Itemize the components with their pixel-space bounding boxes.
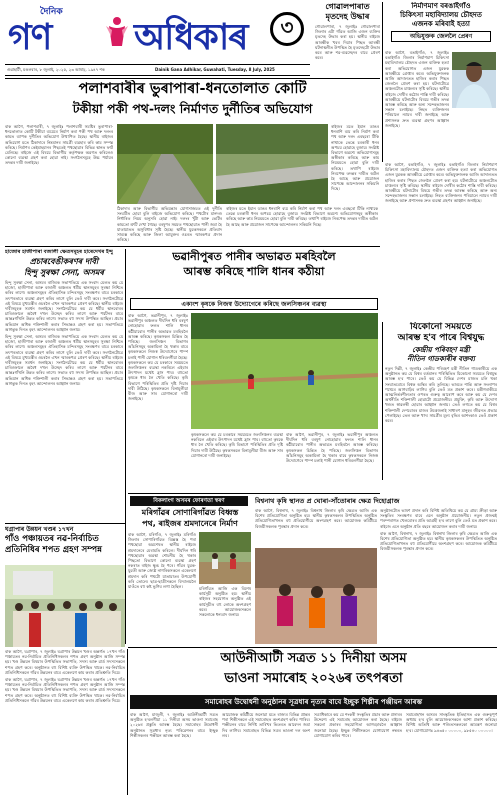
gadkari-headline-1: যিকোনো সময়তে	[410, 322, 472, 332]
dateline-rule-top	[5, 64, 310, 65]
water-headline-2: আৰম্ভ কৰিছে শালি ধানৰ কঠীয়া	[183, 265, 325, 278]
lead-bridge-photo	[216, 124, 328, 204]
top-brief	[315, 2, 380, 76]
gadkari-body: নতুন দিল্লী, ৭ জুলাইঃ কেন্দ্ৰীয় পৰিবহণ মন্ত্ৰী নীতিন গাডকাৰীয়ে এক অনুষ্ঠানত কয় যে বিশ্বৰ বৰ্তমানৰ পৰিস্থিতিত যিকোনো সময়তে বিশ্বযুদ্ধ আৰম্ভ হ'ব পাৰে। তেওঁ কয় যে বিভিন্ন দেশৰ মাজত চলি থকা সংঘাতবোৰে বিশ্বক অস্থিৰ কৰি তুলিছে। ভাৰতে শান্তি আৰু সংলাপৰ পথেৰে আগবাঢ়িব লাগিব বুলি তেওঁ মত প্ৰকাশ কৰে। মন্ত্ৰীগৰাকীয়ে আত্মনিৰ্ভৰশীলতাৰ ওপৰত গুৰুত্ব আৰোপ কৰে আৰু কয় যে দেশৰ অৰ্থনীতি শক্তিশালী হোৱাটো প্ৰয়োজনীয়। প্ৰযুক্তি, কৃষি আৰু উদ্যোগ খণ্ডত স্বাৱলম্বী হোৱাৰ আহ্বান জনায়। তেওঁ লগতে কয় যে বিশ্বৰ শক্তিশালী দেশবোৰৰ মাজৰ উত্তেজনাই সাধাৰণ মানুহৰ জীৱনত প্ৰভাৱ পেলাইছে। তেল আৰু খাদ্য সামগ্ৰীৰ মূল্য বৃদ্ধিৰ আশংকাও তেওঁ প্ৰকাশ কৰে।	[385, 366, 497, 424]
road-body-cont	[199, 586, 251, 644]
bhaona-col-1	[130, 712, 218, 795]
road-headline-1: মৰিগাঁৱৰ সোণাৰিগাঁৱত বিধ্বস্ত	[141, 508, 239, 517]
lead-body-1: বাক আগৈ, পলাশবাৰী, ৭ জুলাইঃ পলাশবাৰী সমষ্টিৰ ভুৰাপাৰা-ধনতোলাত কোটি টকীয়া ব্যয়েৰে নিৰ্মাণ কৰা পকী পথ আৰু দলংৰ কামত ব্যাপক দুৰ্নীতিৰ অভিযোগ উত্থাপিত হৈছে। স্থানীয় ৰাইজৰ অভিযোগ মতে ঠিকাদাৰে নিম্নমানৰ সামগ্ৰী ব্যৱহাৰ কৰি কাম সম্পন্ন কৰিছে। নিৰ্মাণৰ কেইমাহমানৰ পিছতেই পথছোৱাৰ বিভিন্ন স্থানত ফাট মেলিছে। ৰাইজে এই বিষয়ে বিভাগীয় কৰ্তৃপক্ষক অৱগত কৰিলেও কোনো ব্যৱস্থা গ্ৰহণ কৰা হোৱা নাই। সংগঠনসমূহে উচ্চ পৰ্যায়ৰ তদন্তৰ দাবী জনাইছে।	[5, 124, 113, 166]
water-col-3	[286, 432, 378, 492]
student-body: বাক আগৈ, বঙাইগাঁও, ৭ জুলাইঃ বঙাইগাঁও জিলাৰ নিৰ্মাণমাণ চিকিৎসা মহাবিদ্যালয় চৌহদত এজন ব্যক্তিক হত্যা কৰা অভিযোগত এজন যুৱকক আৰক্ষীয়ে গ্ৰেপ্তাৰ কৰে। অভিযুক্তজনক আজি আদালতত হাজিৰ কৰাৰ পিছত জেললৈ প্ৰেৰণ কৰা হয়। ঘটনাটোৱে অঞ্চলটোত চাঞ্চল্যৰ সৃষ্টি কৰিছে। স্থানীয় ৰাইজে দোষীৰ কঠোৰ শাস্তি দাবী কৰিছে। আৰক্ষীয়ে ঘটনাটোৰ বিষয়ে গভীৰ তদন্ত আৰম্ভ কৰিছে আৰু অন্য সন্দেহভাজনৰ সন্ধান চলাইছে। নিহত ব্যক্তিজনৰ পৰিয়ালে ন্যায়ৰ দাবী জনাইছে আৰু প্ৰশাসনক দ্ৰুত ব্যৱস্থা গ্ৰহণৰ আহ্বান জনাইছে।	[385, 50, 449, 128]
water-col-2	[191, 432, 283, 492]
panchayat-headline-2: প্ৰতিনিধিৰ শপত গ্ৰহণ সম্পন্ন	[5, 545, 102, 555]
dateline	[5, 66, 310, 74]
water-body-1: বাক আগৈ, ভৱানীপুৰ, ৭ জুলাইঃ ভৱানীপুৰ অঞ্চলত দীৰ্ঘদিন ধৰি বৰষুণ নোহোৱাৰ ফলত শালি ধানৰ কঠীয়াবোৰ পানীৰ অভাৱত মৰহিবলৈ আৰম্ভ কৰিছে। কৃষকসকল চিন্তিত হৈ পৰিছে। জলসিঞ্চন বিভাগৰ আঁচনিসমূহ অকামিলা হৈ থকাৰ বাবে কৃষকসকলে নিজস্ব উদ্যোগেৰে পাম্প চলাই পানী যোগান ধৰিবলগীয়া হৈছে।	[128, 313, 188, 360]
market-body-2: অনুষ্ঠানটোত ভাষণ প্ৰদান কৰি বিশিষ্ট অতিথিয়ে কয় যে গ্ৰাম্য ক্ৰীড়া আৰু সংস্কৃতিৰ সংৰক্ষণৰ বাবে এনে অনুষ্ঠান প্ৰয়োজনীয়। নতুন প্ৰজন্মই পৰম্পৰাগত খেলবোৰৰ প্ৰতি আগ্ৰহী হ'ব লাগে বুলি তেওঁ মত প্ৰকাশ কৰে। ৰাইজে এনে অনুষ্ঠান প্ৰতি বছৰে আয়োজন কৰাৰ দাবী জনায়।	[380, 508, 497, 529]
panchayat-story-headline	[5, 525, 125, 563]
hindu-sena-headline-2: হিন্দু সুৰক্ষা সেনা, অসমৰ	[24, 268, 104, 277]
student-body-cont: বাক আগৈ, বঙাইগাঁও, ৭ জুলাইঃ বঙাইগাঁও জিলাৰ নিৰ্মাণমাণ চিকিৎসা মহাবিদ্যালয় চৌহদত এজন ব্যক্তিক হত্যা কৰা অভিযোগত এজন যুৱকক আৰক্ষীয়ে গ্ৰেপ্তাৰ কৰে। অভিযুক্তজনক আজি আদালতত হাজিৰ কৰাৰ পিছত জেললৈ প্ৰেৰণ কৰা হয়। ঘটনাটোৱে অঞ্চলটোত চাঞ্চল্যৰ সৃষ্টি কৰিছে। স্থানীয় ৰাইজে দোষীৰ কঠোৰ শাস্তি দাবী কৰিছে। আৰক্ষীয়ে ঘটনাটোৰ বিষয়ে গভীৰ তদন্ত আৰম্ভ কৰিছে আৰু অন্য সন্দেহভাজনৰ সন্ধান চলাইছে। নিহত ব্যক্তিজনৰ পৰিয়ালে ন্যায়ৰ দাবী জনাইছে আৰু প্ৰশাসনক দ্ৰুত ব্যৱস্থা গ্ৰহণৰ আহ্বান জনাইছে।	[385, 162, 497, 204]
panchayat-kicker: ঘগ্ৰাপাৰ উন্নয়ন খণ্ডৰ ১৭খন	[5, 526, 74, 533]
water-body-2: কৃষকসকলে কয় যে চৰকাৰে সময়মতে জলসিঞ্চনৰ ব্যৱস্থা নকৰিলে এইবাৰ উৎপাদন যথেষ্ট হ্ৰাস পাব। বহুতো কৃষকে ধাৰ লৈ খেতি কৰিছে। কৃষি বিভাগে পৰিস্থিতিৰ প্ৰতি দৃষ্টি দিয়াৰ দাবী উঠিছে। কৃষকসকলে বিনামূলীয়া বীজ আৰু সাৰ যোগানৰো দাবী জনাইছে।	[191, 432, 283, 458]
market-body-2-cont: বাক আগৈ, বিশ্বনাথ, ৭ জুলাইঃ বিশ্বনাথ জিলাৰ কৃষি ক্ষেত্ৰত আজি এক বিশেষ প্ৰতিযোগিতা অনুষ্ঠিত হয়। স্থানীয় কৃষকসকলৰ উপস্থিতিত অনুষ্ঠিত প্ৰতিযোগিতাখনত বহু প্ৰতিযোগীয়ে অংশগ্ৰহণ কৰে। আয়োজক কমিটীয়ে বিজয়ীসকলক পুৰস্কাৰ প্ৰদান কৰে।	[380, 530, 497, 552]
student-headline-1: নিৰ্মাণমাণ বৰঙাইগাঁও	[411, 2, 471, 10]
lead-col-4	[331, 124, 379, 206]
bhaona-headline-2: ভাওনা সমাৰোহ ২০২৬ৰ তৎপৰতা	[224, 671, 403, 686]
panchayat-rule	[5, 523, 125, 524]
top-brief-headline-2: মৃতদেহ উদ্ধাৰ	[325, 12, 370, 21]
masthead-title-left: গণ	[8, 17, 52, 58]
camp-label: বিকলাংগ অসমৰ ফোৰণতা স্বৰণ	[130, 496, 248, 506]
top-brief-headline-1: গোৱালপাৰাত	[325, 2, 370, 11]
gadkari-subhead-1: কেন্দ্ৰীয় পৰিবহণ মন্ত্ৰী	[412, 346, 470, 354]
student-headline-2: চিকিৎসা মহাবিদ্যালয় চৌহদত	[400, 11, 482, 19]
lead-road-photo	[117, 124, 213, 204]
bhaona-headline	[130, 649, 497, 693]
lead-col-3	[226, 206, 378, 246]
panchayat-group-photo	[5, 565, 125, 647]
market-photo	[255, 548, 377, 644]
water-headline-1: ভৱানীপুৰত পানীৰ অভাৱত মৰহিবলৈ	[172, 250, 336, 263]
hindu-sena-body: হিন্দু সুৰক্ষা সেনা, অসমৰ ৰাজ্যিক সভাপতিয়ে এক সংবাদ মেলত কয় যে হাজো, হাজীপাৰা আৰু বজালী অঞ্চলত ধৰ্মীয় স্থানসমূহৰ সুৰক্ষা নিশ্চিত কৰিব লাগে। অঞ্চলসমূহৰ ঐতিহাসিক মন্দিৰসমূহ সংৰক্ষণৰ বাবে চৰকাৰে তৎপৰতাৰে ব্যৱস্থা গ্ৰহণ কৰিব লাগে বুলি তেওঁ দাবী কৰে। সংগঠনটোৱে এই বিষয়ে মুখ্যমন্ত্ৰীৰ ওচৰলৈ এখন স্মাৰকপত্ৰ প্ৰেৰণ কৰিছে। স্থানীয় ৰাইজে দাবীসমূহক সমৰ্থন জনাইছে। সংগঠনটোৱে কয় যে ধৰ্মীয় স্থানবোৰৰ চাৰিওফালে অবৈধ দখল উচ্ছেদ কৰিব লাগে আৰু পৰ্যটনৰ বাবে আন্তঃগাঁথনি উন্নত কৰিব লাগে। সভাত বহু সদস্য উপস্থিত আছিল। প্ৰচাৰ অভিযান অধিক শক্তিশালী কৰাৰ সিদ্ধান্তও গ্ৰহণ কৰা হয়। সভাপতিয়ে আগন্তুক দিনত বৃহৎ আন্দোলনৰ আহ্বান জনায়।	[5, 280, 123, 332]
hindu-sena-headline-1: প্ৰচাৰবেঙীকৰণৰ দাবী	[29, 257, 99, 266]
lead-story-headline	[5, 80, 380, 122]
masthead-logo-figure	[104, 16, 130, 48]
market-body-1: বাক আগৈ, বিশ্বনাথ, ৭ জুলাইঃ বিশ্বনাথ জিলাৰ কৃষি ক্ষেত্ৰত আজি এক বিশেষ প্ৰতিযোগিতা অনুষ্ঠিত হয়। স্থানীয় কৃষকসকলৰ উপস্থিতিত অনুষ্ঠিত প্ৰতিযোগিতাখনত বহু প্ৰতিযোগীয়ে অংশগ্ৰহণ কৰে। আয়োজক কমিটীয়ে বিজয়ীসকলক পুৰস্কাৰ প্ৰদান কৰে।	[255, 508, 377, 529]
water-story-headline	[128, 249, 380, 299]
student-body-left	[385, 50, 449, 160]
bhaona-banner: সমাৰোহৰ উদ্বোধনী অনুষ্ঠানৰ সূত্ৰধাৰ নৃত্যৰ বাবে ইচ্ছুক শিল্পীৰ পঞ্জীয়ন আৰম্ভ	[130, 695, 497, 709]
bhaona-body-2: আয়োজক কমিটীয়ে জনোৱা মতে ৰাজ্যৰ বিভিন্ন প্ৰান্তৰ পৰা শিল্পীসকলে এই সমাৰোহত অংশগ্ৰহণ কৰিব পাৰিব। পঞ্জীয়নৰ বাবে নিৰ্দিষ্ট তাৰিখৰ ভিতৰত আবেদন জমা দিব লাগিব। সমাৰোহত বিভিন্ন সত্ৰৰ ভাওনা দল অংশ লব।	[222, 712, 310, 738]
road-body: বাক আগৈ, মৰিগাঁও, ৭ জুলাইঃ মৰিগাঁও জিলাৰ সোণাৰিগাঁৱত বিধ্বস্ত হৈ পৰা পথছোৱা অৱশেষত স্থানীয় ৰাইজে শ্ৰমদানেৰে মেৰামতি কৰিলে। দীৰ্ঘদিন ধৰি পথছোৱাৰ অৱস্থা শোচনীয় হৈ থকাৰ পিছতো বিভাগে কোনো ব্যৱস্থা গ্ৰহণ নকৰাত ৰাইজ ক্ষুব্ধ হৈ পৰে। গাঁৱৰ যুৱক-যুৱতী আৰু জ্যেষ্ঠ নাগৰিকসকলে একেলগে শ্ৰমদান কৰি পথটো যাতায়াতৰ উপযোগী কৰি তোলে। ছাত্ৰ-ছাত্ৰীসকলে বিদ্যালয়লৈ যাওঁতে বহু কষ্ট ভুগিব লগা হৈছিল।	[128, 532, 196, 590]
hindu-sena-kicker: হাজোৰ হাজীপাৰা বজালী ক্ষেত্ৰসমূহৰ হাৰেদেখৰ ইন্দু	[5, 249, 113, 255]
student-body-right	[385, 162, 497, 322]
student-subhead: অভিযুক্তক জেললৈ প্ৰেৰণ	[391, 31, 491, 42]
lead-rule-top	[5, 78, 380, 79]
lead-body-3: ৰাইজৰ মতে ইমান ডাঙৰ ধনৰাশি ব্যয় কৰি নিৰ্মাণ কৰা পথ আৰু দলং এবছৰো টিকি নাথাকে তেন্তে চৰকাৰী ধনৰ অপচয় হোৱাহে বুজায়। সংশ্লিষ্ট বিভাগে অৱশ্যে অভিযোগসমূহ অস্বীকাৰ কৰিছে আৰু কাম নিয়মমতে হোৱা বুলি দাবী কৰিছে। তথাপি ৰাইজে নিৰপেক্ষ তদন্তৰ দাবীত অটল হৈ আছে আৰু প্ৰয়োজন সাপেক্ষে আন্দোলনৰ সকিয়নি দিছে।	[226, 206, 378, 227]
lead-col-1	[5, 124, 113, 239]
left-column-divider	[125, 249, 126, 644]
water-col-1	[128, 313, 188, 491]
paddy-field-photo	[191, 313, 378, 429]
bhaona-body-1: বাক আগৈ, মাজুলী, ৭ জুলাইঃ আউনীআটী সত্ৰত অনুষ্ঠিত হ'বলগীয়া ১১ দিনীয়া অসম ভাওনা সমাৰোহ ২০২৬ৰ প্ৰস্তুতি আৰম্ভ হৈছে। সমাৰোহৰ উদ্বোধনী অনুষ্ঠানত সূত্ৰধাৰ নৃত্য পৰিৱেশনৰ বাবে ইচ্ছুক শিল্পীসকলৰ পঞ্জীয়ন আৰম্ভ কৰা হৈছে।	[130, 712, 218, 738]
bhaona-col-3	[314, 712, 402, 795]
road-body-2: মৰিগাঁৱত আজি এক বিশেষ কাৰ্যসূচী অনুষ্ঠিত হয়। স্থানীয় ৰাইজৰ সহযোগত অনুষ্ঠিত এই কাৰ্যসূচীত বহু লোকে অংশগ্ৰহণ কৰে। আয়োজকসকলে সকলোকে ধন্যবাদ জনায়।	[199, 586, 251, 618]
road-headline-2: পথ, ৰাইজৰ শ্ৰমদানেৰে নিৰ্মাণ	[142, 519, 238, 528]
bhaona-col-2	[222, 712, 310, 795]
panchayat-body-text-cont: বাক আগৈ, ঘগ্ৰাপাৰ, ৭ জুলাইঃ ঘগ্ৰাপাৰ উন্নয়ন খণ্ডৰ অন্তৰ্গত ১৭খন গাঁও পঞ্চায়তৰ নৱ-নিৰ্বাচিত প্ৰতিনিধিসকলৰ শপত গ্ৰহণ অনুষ্ঠান আজি সম্পন্ন হয়। খণ্ড উন্নয়ন বিষয়াৰ উপস্থিতিত সভাপতি, সদস্য আৰু ৱাৰ্ড সদস্যসকলে শপত গ্ৰহণ কৰে। অনুষ্ঠানত বহু বিশিষ্ট ব্যক্তি উপস্থিত থাকে। নৱ-নিৰ্বাচিত প্ৰতিনিধিসকলে গাঁৱৰ উন্নয়নৰ বাবে একেলগে কাম কৰাৰ প্ৰতিশ্ৰুতি দিয়ে।	[5, 677, 125, 703]
panchayat-body	[5, 649, 125, 795]
lead-headline-2: টকীয়া পকী পথ-দলং নিৰ্মাণত দুৰ্নীতিৰ অভিযোগ	[72, 101, 313, 116]
page-number-badge	[270, 12, 304, 46]
hindu-sena-body-cont: হিন্দু সুৰক্ষা সেনা, অসমৰ ৰাজ্যিক সভাপতিয়ে এক সংবাদ মেলত কয় যে হাজো, হাজীপাৰা আৰু বজালী অঞ্চলত ধৰ্মীয় স্থানসমূহৰ সুৰক্ষা নিশ্চিত কৰিব লাগে। অঞ্চলসমূহৰ ঐতিহাসিক মন্দিৰসমূহ সংৰক্ষণৰ বাবে চৰকাৰে তৎপৰতাৰে ব্যৱস্থা গ্ৰহণ কৰিব লাগে বুলি তেওঁ দাবী কৰে। সংগঠনটোৱে এই বিষয়ে মুখ্যমন্ত্ৰীৰ ওচৰলৈ এখন স্মাৰকপত্ৰ প্ৰেৰণ কৰিছে। স্থানীয় ৰাইজে দাবীসমূহক সমৰ্থন জনাইছে। সংগঠনটোৱে কয় যে ধৰ্মীয় স্থানবোৰৰ চাৰিওফালে অবৈধ দখল উচ্ছেদ কৰিব লাগে আৰু পৰ্যটনৰ বাবে আন্তঃগাঁথনি উন্নত কৰিব লাগে। সভাত বহু সদস্য উপস্থিত আছিল। প্ৰচাৰ অভিযান অধিক শক্তিশালী কৰাৰ সিদ্ধান্তও গ্ৰহণ কৰা হয়। সভাপতিয়ে আগন্তুক দিনত বৃহৎ আন্দোলনৰ আহ্বান জনায়।	[5, 334, 123, 386]
bhaona-rule-top	[128, 647, 497, 648]
road-volunteers-photo	[199, 532, 251, 584]
gadkari-subhead-2: নীতিন গাডকাৰীৰ বক্তব্য	[407, 355, 475, 363]
masthead-title-right: অধিকাৰ	[134, 17, 248, 58]
bhaona-col-4	[406, 712, 497, 795]
water-body-1-cont: কৃষকসকলে কয় যে চৰকাৰে সময়মতে জলসিঞ্চনৰ ব্যৱস্থা নকৰিলে এইবাৰ উৎপাদন যথেষ্ট হ্ৰাস পাব। বহুতো কৃষকে ধাৰ লৈ খেতি কৰিছে। কৃষি বিভাগে পৰিস্থিতিৰ প্ৰতি দৃষ্টি দিয়াৰ দাবী উঠিছে। কৃষকসকলে বিনামূলীয়া বীজ আৰু সাৰ যোগানৰো দাবী জনাইছে।	[128, 359, 188, 402]
bhaona-body-4: সমাৰোহখন অসমৰ সাংস্কৃতিক ইতিহাসত এক গুৰুত্বপূৰ্ণ অধ্যায় হ'ব বুলি আয়োজকসকলে আশা প্ৰকাশ কৰিছে। বিশিষ্ট অতিথি আৰু পণ্ডিতসকলকো আমন্ত্ৰণ জনোৱা হ'ব। যোগাযোগঃ ৯৪৩৫০ ০০০০০, ৯৮৫৪০ ০০০০০।	[406, 712, 497, 733]
lead-body-2: ঠিকাদাৰ আৰু বিভাগীয় অভিযন্তাৰ যোগসাজচত এই দুৰ্নীতি সংঘটিত হোৱা বুলি ৰাইজে অভিযোগ কৰিছে। পথটোৰ মানদণ্ড নিৰ্ধাৰিত নিয়ম অনুসৰি হোৱা নাই। দলংৰ খুঁটা আৰু ভেটিৰ কামতো ত্ৰুটি দেখা গৈছে। বৰষুণৰ সময়ত পথছোৱাত পানী জমা হৈ যাতায়াতত অসুবিধাৰ সৃষ্টি হৈছে। স্থানীয় যুৱকসকলে প্ৰতিবাদ সাব্যস্ত কৰিছে আৰু জিলা আয়ুক্তৰ ওচৰত স্মাৰকপত্ৰ প্ৰদান কৰিছে।	[117, 206, 222, 243]
top-brief-body: গোৱালপাৰা, ৭ জুলাইঃ গোৱালপাৰা জিলাৰ এটা গাঁৱত আজি এজন ব্যক্তিৰ মৃতদেহ উদ্ধাৰ কৰা হয়। স্থানীয় ৰাইজে আৰক্ষীক খবৰ দিয়াৰ পিছত আৰক্ষী ঘটনাস্থলীত উপস্থিত হৈ মৃতদেহটো উদ্ধাৰ কৰে আৰু শৱ-ব্যৱচ্ছেদৰ বাবে প্ৰেৰণ কৰে।	[315, 24, 380, 61]
water-subhead: একাংশ কৃষকে নিজস্ব উদ্যোগেৰে কৰিছে জলসিঞ্চনৰ ব্যৱস্থা	[130, 298, 378, 310]
panchayat-headline-1: গাঁও পঞ্চায়তৰ নৱ-নিৰ্বাচিত	[5, 534, 99, 544]
top-brief-divider	[382, 2, 383, 162]
mid-rule	[128, 493, 380, 494]
market-col-2	[380, 508, 497, 644]
right-column-divider	[382, 322, 383, 480]
lead-rule-bottom	[5, 246, 380, 247]
student-portrait-photo	[452, 52, 496, 108]
market-col-1	[255, 508, 377, 546]
lead-col-2	[117, 206, 222, 246]
dateline-assamese: গুৱাহাটী, মঙলবাৰ, ৮ জুলাই, ২০২৫, ২৩ আষাঢ়, ১৯৪৭ শক	[7, 67, 105, 72]
masthead	[0, 0, 310, 62]
lead-body-4: ৰাইজৰ মতে ইমান ডাঙৰ ধনৰাশি ব্যয় কৰি নিৰ্মাণ কৰা পথ আৰু দলং এবছৰো টিকি নাথাকে তেন্তে চৰকাৰী ধনৰ অপচয় হোৱাহে বুজায়। সংশ্লিষ্ট বিভাগে অৱশ্যে অভিযোগসমূহ অস্বীকাৰ কৰিছে আৰু কাম নিয়মমতে হোৱা বুলি দাবী কৰিছে। তথাপি ৰাইজে নিৰপেক্ষ তদন্তৰ দাবীত অটল হৈ আছে আৰু প্ৰয়োজন সাপেক্ষে আন্দোলনৰ সকিয়নি দিছে।	[331, 124, 379, 192]
bhaona-body-3: সত্ৰাধিকাৰে কয় যে শংকৰী সংস্কৃতিৰ প্ৰচাৰ আৰু প্ৰসাৰৰ উদ্দেশ্যে এই সমাৰোহ আয়োজন কৰা হৈছে। ৰাইজে সকলো প্ৰকাৰৰ সহযোগিতা আগবঢ়াবলৈ আহ্বান জনোৱা হৈছে। ইচ্ছুক শিল্পীসকলে যোগাযোগ নম্বৰত যোগাযোগ কৰিব পাৰে।	[314, 712, 402, 738]
page-number: ৩	[280, 14, 294, 39]
water-body-3: বাক আগৈ, ভৱানীপুৰ, ৭ জুলাইঃ ভৱানীপুৰ অঞ্চলত দীৰ্ঘদিন ধৰি বৰষুণ নোহোৱাৰ ফলত শালি ধানৰ কঠীয়াবোৰ পানীৰ অভাৱত মৰহিবলৈ আৰম্ভ কৰিছে। কৃষকসকল চিন্তিত হৈ পৰিছে। জলসিঞ্চন বিভাগৰ আঁচনিসমূহ অকামিলা হৈ থকাৰ বাবে কৃষকসকলে নিজস্ব উদ্যোগেৰে পাম্প চলাই পানী যোগান ধৰিবলগীয়া হৈছে।	[286, 432, 378, 464]
lead-headline-1: পলাশবাৰীৰ ভুৰাপাৰা-ধনতোলাত কোটি	[78, 81, 307, 97]
student-headline-3: এজনক মৰিবাই হত্যা	[412, 20, 470, 28]
masthead-prefix: দৈনিক	[40, 7, 63, 17]
gadkari-story	[385, 322, 497, 480]
road-story-body	[128, 532, 196, 644]
gadkari-headline-2: আৰম্ভ হ'ব পাৰে বিশ্বযুদ্ধ	[397, 333, 485, 343]
dateline-rule-bottom	[5, 75, 310, 76]
bhaona-headline-1: আউনীআটী সত্ৰত ১১ দিনীয়া অসম	[220, 651, 407, 666]
market-headline: বিশ্বনাথ কৃষি স্থানত প্ৰ ঘোৰা-সাঁতোৰাৰ ক্ষেত্ৰ দিহোগ্ৰাজ	[255, 497, 400, 505]
panchayat-body-text: বাক আগৈ, ঘগ্ৰাপাৰ, ৭ জুলাইঃ ঘগ্ৰাপাৰ উন্নয়ন খণ্ডৰ অন্তৰ্গত ১৭খন গাঁও পঞ্চায়তৰ নৱ-নিৰ্বাচিত প্ৰতিনিধিসকলৰ শপত গ্ৰহণ অনুষ্ঠান আজি সম্পন্ন হয়। খণ্ড উন্নয়ন বিষয়াৰ উপস্থিতিত সভাপতি, সদস্য আৰু ৱাৰ্ড সদস্যসকলে শপত গ্ৰহণ কৰে। অনুষ্ঠানত বহু বিশিষ্ট ব্যক্তি উপস্থিত থাকে। নৱ-নিৰ্বাচিত প্ৰতিনিধিসকলে গাঁৱৰ উন্নয়নৰ বাবে একেলগে কাম কৰাৰ প্ৰতিশ্ৰুতি দিয়ে।	[5, 649, 125, 675]
bottom-left-divider	[127, 649, 128, 795]
dateline-english: Dainik Gana Adhikar, Guwahati, Tuesday, 8 July, 2025	[155, 67, 275, 72]
